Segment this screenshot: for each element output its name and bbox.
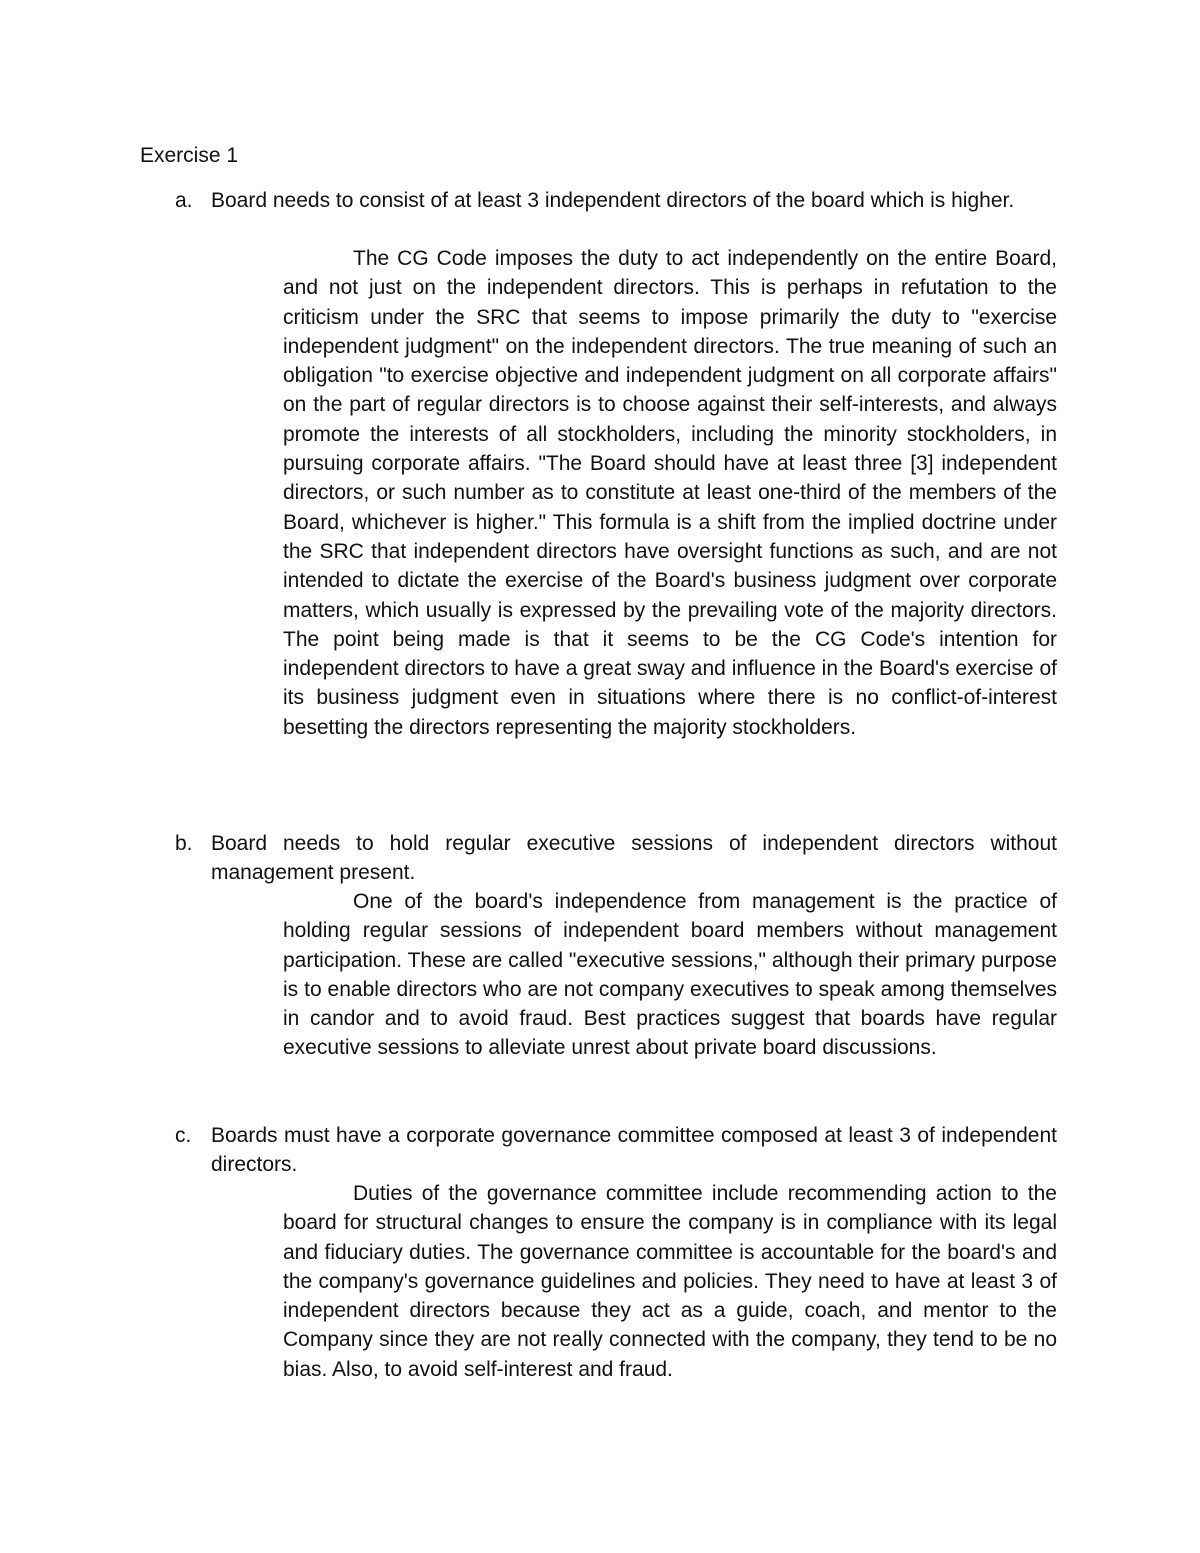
- exercise-title: Exercise 1: [140, 144, 239, 167]
- list-marker-a: a.: [175, 189, 193, 212]
- item-heading-b: Board needs to hold regular executive sessions of independent directors without management present.: [211, 832, 1057, 884]
- list-marker-c: c.: [175, 1124, 192, 1147]
- item-heading-a: Board needs to consist of at least 3 independent directors of the board which is higher.: [211, 189, 1015, 212]
- list-marker-b: b.: [175, 832, 193, 855]
- item-body-c: Duties of the governance committee include recommending action to the board for structural changes to ensure the company is in compliance with its legal and fiduciary duties. The governance committee is accountable for the board's and the company's governance guidelines and policies. They need to have at least 3 of independent directors because they act as a guide, coach, and mentor to the Company since they are not really connected with the company, they tend to be no bias. Also, to avoid self-interest and fraud.: [283, 1182, 1057, 1381]
- item-body-b: One of the board's independence from management is the practice of holding regular sessions of independent board members without management participation. These are called "executive sessions," although their primary purpose is to enable directors who are not company executives to speak among themselves in candor and to avoid fraud. Best practices suggest that boards have regular executive sessions to alleviate unrest about private board discussions.: [283, 890, 1057, 1060]
- item-body-a: The CG Code imposes the duty to act independently on the entire Board, and not just on the independent directors. This is perhaps in refutation to the criticism under the SRC that seems to impose primarily the duty to "exercise independent judgment" on the independent directors. The true meaning of such an obligation "to exercise objective and independent judgment on all corporate affairs" on the part of regular directors is to choose against their self-interests, and always promote the interests of all stockholders, including the minority stockholders, in pursuing corporate affairs. "The Board should have at least three [3] independent directors, or such number as to constitute at least one-third of the members of the Board, whichever is higher." This formula is a shift from the implied doctrine under the SRC that independent directors have oversight functions as such, and are not intended to dictate the exercise of the Board's business judgment over corporate matters, which usually is expressed by the prevailing vote of the majority directors. The point being made is that it seems to be the CG Code's intention for independent directors to have a great sway and influence in the Board's exercise of its business judgment even in situations where there is no conflict-of-interest besetting the directors representing the majority stockholders.: [283, 247, 1057, 739]
- item-heading-c: Boards must have a corporate governance committee composed at least 3 of independent directors.: [211, 1124, 1057, 1176]
